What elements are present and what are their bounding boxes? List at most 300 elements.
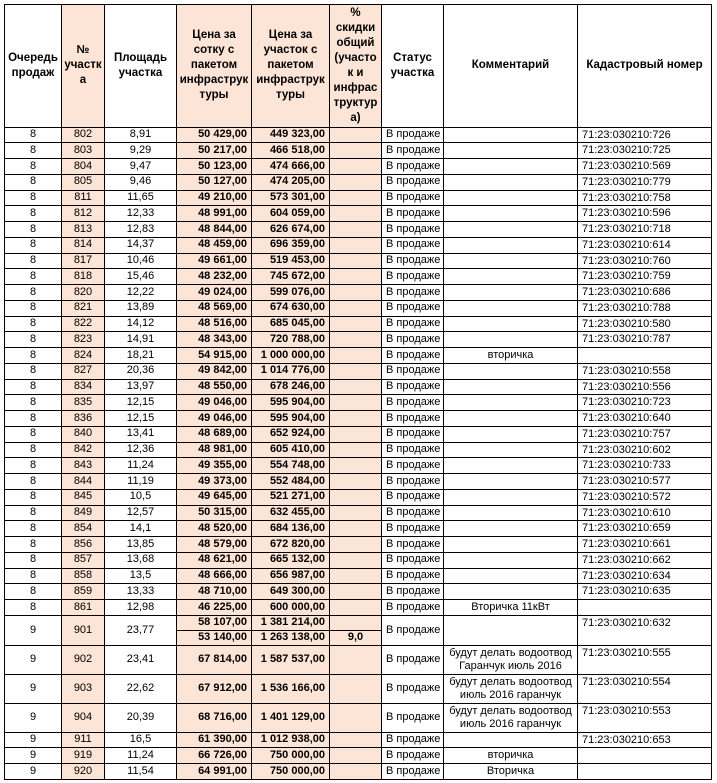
plot-number-cell[interactable]: 824 <box>62 348 105 364</box>
queue-cell[interactable]: 9 <box>5 703 62 732</box>
price-per-sotka-cell[interactable]: 48 579,00 <box>177 537 252 553</box>
comment-cell[interactable] <box>444 552 578 568</box>
price-per-sotka-cell[interactable]: 48 981,00 <box>177 442 252 458</box>
plot-number-cell[interactable]: 823 <box>62 332 105 348</box>
plot-number-cell[interactable]: 813 <box>62 222 105 238</box>
queue-cell[interactable]: 8 <box>5 316 62 332</box>
status-cell[interactable]: В продаже <box>382 521 444 537</box>
plot-number-cell[interactable]: 840 <box>62 426 105 442</box>
comment-cell[interactable] <box>444 379 578 395</box>
status-cell[interactable]: В продаже <box>382 474 444 490</box>
price-per-plot-cell[interactable]: 1 000 000,00 <box>252 348 330 364</box>
header-comment[interactable]: Комментарий <box>444 5 578 128</box>
discount-cell[interactable] <box>330 748 382 764</box>
price-per-plot-cell[interactable]: 685 045,00 <box>252 316 330 332</box>
cadastral-cell[interactable]: 71:23:030210:554 <box>578 674 712 703</box>
price-per-sotka-cell[interactable]: 48 232,00 <box>177 269 252 285</box>
price-per-plot-cell[interactable]: 678 246,00 <box>252 379 330 395</box>
discount-cell[interactable] <box>330 521 382 537</box>
area-cell[interactable]: 12,15 <box>105 395 177 411</box>
plot-number-cell[interactable]: 820 <box>62 285 105 301</box>
price-per-sotka-cell[interactable]: 49 024,00 <box>177 285 252 301</box>
plot-number-cell[interactable]: 849 <box>62 505 105 521</box>
discount-cell[interactable] <box>330 237 382 253</box>
queue-cell[interactable]: 8 <box>5 222 62 238</box>
queue-cell[interactable]: 8 <box>5 143 62 159</box>
area-cell[interactable]: 22,62 <box>105 674 177 703</box>
status-cell[interactable]: В продаже <box>382 222 444 238</box>
price-per-plot-cell[interactable]: 720 788,00 <box>252 332 330 348</box>
comment-cell[interactable] <box>444 190 578 206</box>
price-per-plot-cell[interactable]: 554 748,00 <box>252 458 330 474</box>
comment-cell[interactable] <box>444 426 578 442</box>
queue-cell[interactable]: 9 <box>5 616 62 646</box>
queue-cell[interactable]: 8 <box>5 395 62 411</box>
price-per-plot-cell[interactable]: 466 518,00 <box>252 143 330 159</box>
comment-cell[interactable] <box>444 395 578 411</box>
price-per-sotka-cell[interactable]: 58 107,00 <box>177 616 252 631</box>
discount-cell[interactable] <box>330 411 382 427</box>
price-per-plot-cell[interactable]: 684 136,00 <box>252 521 330 537</box>
status-cell[interactable]: В продаже <box>382 174 444 190</box>
price-per-plot-cell[interactable]: 674 630,00 <box>252 300 330 316</box>
area-cell[interactable]: 23,77 <box>105 616 177 646</box>
status-cell[interactable]: В продаже <box>382 411 444 427</box>
discount-cell[interactable] <box>330 458 382 474</box>
status-cell[interactable]: В продаже <box>382 348 444 364</box>
queue-cell[interactable]: 9 <box>5 674 62 703</box>
plot-number-cell[interactable]: 822 <box>62 316 105 332</box>
status-cell[interactable]: В продаже <box>382 190 444 206</box>
price-per-sotka-cell[interactable]: 61 390,00 <box>177 732 252 748</box>
queue-cell[interactable]: 8 <box>5 537 62 553</box>
area-cell[interactable]: 23,41 <box>105 645 177 674</box>
area-cell[interactable]: 14,1 <box>105 521 177 537</box>
price-per-plot-cell[interactable]: 750 000,00 <box>252 748 330 764</box>
discount-cell[interactable] <box>330 505 382 521</box>
area-cell[interactable]: 11,24 <box>105 748 177 764</box>
cadastral-cell[interactable]: 71:23:030210:757 <box>578 426 712 442</box>
price-per-plot-cell[interactable]: 573 301,00 <box>252 190 330 206</box>
status-cell[interactable]: В продаже <box>382 206 444 222</box>
price-per-plot-cell[interactable]: 656 987,00 <box>252 568 330 584</box>
queue-cell[interactable]: 8 <box>5 568 62 584</box>
plot-number-cell[interactable]: 818 <box>62 269 105 285</box>
price-per-sotka-cell[interactable]: 50 123,00 <box>177 159 252 175</box>
plot-number-cell[interactable]: 817 <box>62 253 105 269</box>
queue-cell[interactable]: 8 <box>5 253 62 269</box>
comment-cell[interactable] <box>444 332 578 348</box>
plot-number-cell[interactable]: 843 <box>62 458 105 474</box>
discount-cell[interactable] <box>330 285 382 301</box>
price-per-sotka-cell[interactable]: 48 689,00 <box>177 426 252 442</box>
queue-cell[interactable]: 9 <box>5 764 62 780</box>
price-per-plot-cell[interactable]: 649 300,00 <box>252 584 330 600</box>
price-per-plot-cell[interactable]: 595 904,00 <box>252 395 330 411</box>
cadastral-cell[interactable]: 71:23:030210:725 <box>578 143 712 159</box>
price-per-sotka-cell[interactable]: 50 127,00 <box>177 174 252 190</box>
queue-cell[interactable]: 8 <box>5 348 62 364</box>
cadastral-cell[interactable]: 71:23:030210:632 <box>578 616 712 646</box>
status-cell[interactable]: В продаже <box>382 426 444 442</box>
status-cell[interactable]: В продаже <box>382 332 444 348</box>
price-per-plot-cell[interactable]: 595 904,00 <box>252 411 330 427</box>
price-per-sotka-cell[interactable]: 48 666,00 <box>177 568 252 584</box>
discount-cell[interactable] <box>330 584 382 600</box>
price-per-plot-cell[interactable]: 599 076,00 <box>252 285 330 301</box>
price-per-plot-cell[interactable]: 552 484,00 <box>252 474 330 490</box>
status-cell[interactable]: В продаже <box>382 674 444 703</box>
queue-cell[interactable]: 8 <box>5 505 62 521</box>
queue-cell[interactable]: 8 <box>5 300 62 316</box>
price-per-plot-cell[interactable]: 1 012 938,00 <box>252 732 330 748</box>
price-per-plot-cell[interactable]: 632 455,00 <box>252 505 330 521</box>
plot-number-cell[interactable]: 827 <box>62 363 105 379</box>
status-cell[interactable]: В продаже <box>382 285 444 301</box>
plot-number-cell[interactable]: 802 <box>62 127 105 143</box>
area-cell[interactable]: 11,65 <box>105 190 177 206</box>
queue-cell[interactable]: 8 <box>5 363 62 379</box>
price-per-plot-cell[interactable]: 604 059,00 <box>252 206 330 222</box>
status-cell[interactable]: В продаже <box>382 764 444 780</box>
area-cell[interactable]: 12,15 <box>105 411 177 427</box>
comment-cell[interactable]: будут делать водоотвод Гаранчук июль 2016 <box>444 645 578 674</box>
status-cell[interactable]: В продаже <box>382 568 444 584</box>
area-cell[interactable]: 12,83 <box>105 222 177 238</box>
cadastral-cell[interactable]: 71:23:030210:555 <box>578 645 712 674</box>
price-per-plot-cell[interactable]: 519 453,00 <box>252 253 330 269</box>
area-cell[interactable]: 10,46 <box>105 253 177 269</box>
plot-number-cell[interactable]: 811 <box>62 190 105 206</box>
cadastral-cell[interactable]: 71:23:030210:577 <box>578 474 712 490</box>
plot-number-cell[interactable]: 835 <box>62 395 105 411</box>
status-cell[interactable]: В продаже <box>382 645 444 674</box>
price-per-sotka-cell[interactable]: 49 355,00 <box>177 458 252 474</box>
price-per-sotka-cell[interactable]: 48 459,00 <box>177 237 252 253</box>
plot-number-cell[interactable]: 859 <box>62 584 105 600</box>
price-per-sotka-cell[interactable]: 49 046,00 <box>177 395 252 411</box>
cadastral-cell[interactable]: 71:23:030210:787 <box>578 332 712 348</box>
plot-number-cell[interactable]: 803 <box>62 143 105 159</box>
cadastral-cell[interactable]: 71:23:030210:788 <box>578 300 712 316</box>
queue-cell[interactable]: 8 <box>5 269 62 285</box>
status-cell[interactable]: В продаже <box>382 237 444 253</box>
status-cell[interactable]: В продаже <box>382 253 444 269</box>
header-discount[interactable]: % скидки общий (участок и инфраструктура) <box>330 5 382 128</box>
price-per-sotka-cell[interactable]: 49 046,00 <box>177 411 252 427</box>
area-cell[interactable]: 8,91 <box>105 127 177 143</box>
plot-number-cell[interactable]: 804 <box>62 159 105 175</box>
queue-cell[interactable]: 8 <box>5 442 62 458</box>
price-per-sotka-cell[interactable]: 54 915,00 <box>177 348 252 364</box>
price-per-sotka-cell[interactable]: 49 645,00 <box>177 489 252 505</box>
plot-number-cell[interactable]: 911 <box>62 732 105 748</box>
area-cell[interactable]: 13,68 <box>105 552 177 568</box>
price-per-sotka-cell[interactable]: 49 210,00 <box>177 190 252 206</box>
price-per-sotka-cell[interactable]: 50 429,00 <box>177 127 252 143</box>
area-cell[interactable]: 11,24 <box>105 458 177 474</box>
price-per-sotka-cell[interactable]: 50 217,00 <box>177 143 252 159</box>
queue-cell[interactable]: 8 <box>5 552 62 568</box>
comment-cell[interactable]: Вторичка <box>444 764 578 780</box>
area-cell[interactable]: 11,19 <box>105 474 177 490</box>
comment-cell[interactable] <box>444 411 578 427</box>
discount-cell[interactable] <box>330 674 382 703</box>
price-per-plot-cell[interactable]: 626 674,00 <box>252 222 330 238</box>
price-per-sotka-cell[interactable]: 48 343,00 <box>177 332 252 348</box>
status-cell[interactable]: В продаже <box>382 269 444 285</box>
price-per-plot-cell[interactable]: 600 000,00 <box>252 600 330 616</box>
header-price-per-plot[interactable]: Цена за участок с пакетом инфраструктуры <box>252 5 330 128</box>
discount-cell[interactable] <box>330 537 382 553</box>
discount-cell[interactable] <box>330 143 382 159</box>
queue-cell[interactable]: 8 <box>5 190 62 206</box>
cadastral-cell[interactable]: 71:23:030210:686 <box>578 285 712 301</box>
plot-number-cell[interactable]: 844 <box>62 474 105 490</box>
price-per-sotka-cell[interactable]: 50 315,00 <box>177 505 252 521</box>
comment-cell[interactable] <box>444 285 578 301</box>
area-cell[interactable]: 9,47 <box>105 159 177 175</box>
comment-cell[interactable] <box>444 363 578 379</box>
area-cell[interactable]: 12,57 <box>105 505 177 521</box>
discount-cell[interactable] <box>330 174 382 190</box>
plot-number-cell[interactable]: 858 <box>62 568 105 584</box>
price-per-sotka-cell[interactable]: 48 621,00 <box>177 552 252 568</box>
area-cell[interactable]: 16,5 <box>105 732 177 748</box>
area-cell[interactable]: 14,91 <box>105 332 177 348</box>
status-cell[interactable]: В продаже <box>382 732 444 748</box>
area-cell[interactable]: 13,85 <box>105 537 177 553</box>
price-per-plot-cell[interactable]: 665 132,00 <box>252 552 330 568</box>
comment-cell[interactable] <box>444 505 578 521</box>
area-cell[interactable]: 20,39 <box>105 703 177 732</box>
area-cell[interactable]: 11,54 <box>105 764 177 780</box>
cadastral-cell[interactable]: 71:23:030210:760 <box>578 253 712 269</box>
queue-cell[interactable]: 8 <box>5 458 62 474</box>
area-cell[interactable]: 13,5 <box>105 568 177 584</box>
cadastral-cell[interactable] <box>578 600 712 616</box>
area-cell[interactable]: 12,36 <box>105 442 177 458</box>
area-cell[interactable]: 9,46 <box>105 174 177 190</box>
cadastral-cell[interactable]: 71:23:030210:634 <box>578 568 712 584</box>
price-per-plot-cell[interactable]: 521 271,00 <box>252 489 330 505</box>
area-cell[interactable]: 13,97 <box>105 379 177 395</box>
queue-cell[interactable]: 8 <box>5 127 62 143</box>
area-cell[interactable]: 20,36 <box>105 363 177 379</box>
comment-cell[interactable] <box>444 732 578 748</box>
price-per-plot-cell[interactable]: 1 014 776,00 <box>252 363 330 379</box>
comment-cell[interactable] <box>444 584 578 600</box>
price-per-sotka-cell[interactable]: 46 225,00 <box>177 600 252 616</box>
cadastral-cell[interactable]: 71:23:030210:580 <box>578 316 712 332</box>
comment-cell[interactable] <box>444 489 578 505</box>
price-per-sotka-cell[interactable]: 48 520,00 <box>177 521 252 537</box>
cadastral-cell[interactable]: 71:23:030210:759 <box>578 269 712 285</box>
cadastral-cell[interactable]: 71:23:030210:726 <box>578 127 712 143</box>
plot-number-cell[interactable]: 854 <box>62 521 105 537</box>
discount-cell[interactable] <box>330 379 382 395</box>
area-cell[interactable]: 12,22 <box>105 285 177 301</box>
discount-cell[interactable] <box>330 489 382 505</box>
discount-cell[interactable] <box>330 206 382 222</box>
queue-cell[interactable]: 9 <box>5 732 62 748</box>
price-per-plot-cell[interactable]: 474 666,00 <box>252 159 330 175</box>
cadastral-cell[interactable]: 71:23:030210:640 <box>578 411 712 427</box>
status-cell[interactable]: В продаже <box>382 748 444 764</box>
plot-number-cell[interactable]: 821 <box>62 300 105 316</box>
discount-cell[interactable] <box>330 253 382 269</box>
comment-cell[interactable] <box>444 316 578 332</box>
header-plot-number[interactable]: № участка <box>62 5 105 128</box>
comment-cell[interactable] <box>444 174 578 190</box>
area-cell[interactable]: 18,21 <box>105 348 177 364</box>
area-cell[interactable]: 13,89 <box>105 300 177 316</box>
plot-number-cell[interactable]: 856 <box>62 537 105 553</box>
cadastral-cell[interactable] <box>578 348 712 364</box>
comment-cell[interactable] <box>444 442 578 458</box>
discount-cell[interactable] <box>330 600 382 616</box>
discount-cell[interactable] <box>330 474 382 490</box>
plot-number-cell[interactable]: 861 <box>62 600 105 616</box>
discount-cell[interactable] <box>330 300 382 316</box>
status-cell[interactable]: В продаже <box>382 442 444 458</box>
discount-cell[interactable] <box>330 568 382 584</box>
discount-cell[interactable] <box>330 316 382 332</box>
header-area[interactable]: Площадь участка <box>105 5 177 128</box>
plot-number-cell[interactable]: 903 <box>62 674 105 703</box>
plot-number-cell[interactable]: 857 <box>62 552 105 568</box>
comment-cell[interactable] <box>444 521 578 537</box>
price-per-plot-cell[interactable]: 1 536 166,00 <box>252 674 330 703</box>
queue-cell[interactable]: 8 <box>5 474 62 490</box>
area-cell[interactable]: 13,33 <box>105 584 177 600</box>
header-status[interactable]: Статус участка <box>382 5 444 128</box>
price-per-plot-cell[interactable]: 449 323,00 <box>252 127 330 143</box>
queue-cell[interactable]: 8 <box>5 237 62 253</box>
cadastral-cell[interactable] <box>578 764 712 780</box>
status-cell[interactable]: В продаже <box>382 300 444 316</box>
queue-cell[interactable]: 8 <box>5 159 62 175</box>
queue-cell[interactable]: 8 <box>5 411 62 427</box>
discount-cell[interactable] <box>330 732 382 748</box>
comment-cell[interactable] <box>444 206 578 222</box>
price-per-plot-cell[interactable]: 1 587 537,00 <box>252 645 330 674</box>
discount-cell[interactable] <box>330 159 382 175</box>
comment-cell[interactable] <box>444 222 578 238</box>
price-per-plot-cell[interactable]: 1 263 138,00 <box>252 630 330 645</box>
price-per-sotka-cell[interactable]: 49 842,00 <box>177 363 252 379</box>
status-cell[interactable]: В продаже <box>382 395 444 411</box>
price-per-sotka-cell[interactable]: 48 710,00 <box>177 584 252 600</box>
status-cell[interactable]: В продаже <box>382 616 444 646</box>
plot-number-cell[interactable]: 836 <box>62 411 105 427</box>
comment-cell[interactable] <box>444 127 578 143</box>
plot-number-cell[interactable]: 842 <box>62 442 105 458</box>
queue-cell[interactable]: 8 <box>5 379 62 395</box>
discount-cell[interactable] <box>330 269 382 285</box>
comment-cell[interactable]: вторичка <box>444 748 578 764</box>
status-cell[interactable]: В продаже <box>382 159 444 175</box>
discount-cell[interactable] <box>330 395 382 411</box>
price-per-sotka-cell[interactable]: 64 991,00 <box>177 764 252 780</box>
cadastral-cell[interactable]: 71:23:030210:653 <box>578 732 712 748</box>
queue-cell[interactable]: 8 <box>5 426 62 442</box>
status-cell[interactable]: В продаже <box>382 316 444 332</box>
price-per-plot-cell[interactable]: 750 000,00 <box>252 764 330 780</box>
discount-cell[interactable] <box>330 363 382 379</box>
header-cadastral[interactable]: Кадастровый номер <box>578 5 712 128</box>
discount-cell[interactable] <box>330 616 382 631</box>
price-per-plot-cell[interactable]: 652 924,00 <box>252 426 330 442</box>
price-per-plot-cell[interactable]: 605 410,00 <box>252 442 330 458</box>
discount-cell[interactable] <box>330 764 382 780</box>
cadastral-cell[interactable]: 71:23:030210:602 <box>578 442 712 458</box>
queue-cell[interactable]: 9 <box>5 748 62 764</box>
queue-cell[interactable]: 8 <box>5 206 62 222</box>
header-queue[interactable]: Очередь продаж <box>5 5 62 128</box>
price-per-sotka-cell[interactable]: 49 373,00 <box>177 474 252 490</box>
discount-cell[interactable] <box>330 442 382 458</box>
cadastral-cell[interactable]: 71:23:030210:635 <box>578 584 712 600</box>
status-cell[interactable]: В продаже <box>382 703 444 732</box>
cadastral-cell[interactable]: 71:23:030210:569 <box>578 159 712 175</box>
cadastral-cell[interactable]: 71:23:030210:733 <box>578 458 712 474</box>
comment-cell[interactable]: вторичка <box>444 348 578 364</box>
cadastral-cell[interactable]: 71:23:030210:661 <box>578 537 712 553</box>
price-per-sotka-cell[interactable]: 48 516,00 <box>177 316 252 332</box>
queue-cell[interactable]: 8 <box>5 174 62 190</box>
queue-cell[interactable]: 8 <box>5 489 62 505</box>
comment-cell[interactable]: Вторичка 11кВт <box>444 600 578 616</box>
cadastral-cell[interactable]: 71:23:030210:558 <box>578 363 712 379</box>
status-cell[interactable]: В продаже <box>382 127 444 143</box>
price-per-sotka-cell[interactable]: 67 814,00 <box>177 645 252 674</box>
comment-cell[interactable] <box>444 269 578 285</box>
price-per-sotka-cell[interactable]: 48 844,00 <box>177 222 252 238</box>
status-cell[interactable]: В продаже <box>382 143 444 159</box>
discount-cell[interactable] <box>330 332 382 348</box>
plot-number-cell[interactable]: 845 <box>62 489 105 505</box>
comment-cell[interactable] <box>444 568 578 584</box>
price-per-plot-cell[interactable]: 745 672,00 <box>252 269 330 285</box>
area-cell[interactable]: 15,46 <box>105 269 177 285</box>
area-cell[interactable]: 12,98 <box>105 600 177 616</box>
price-per-plot-cell[interactable]: 696 359,00 <box>252 237 330 253</box>
discount-cell[interactable] <box>330 703 382 732</box>
header-price-per-sotka[interactable]: Цена за сотку с пакетом инфраструктуры <box>177 5 252 128</box>
comment-cell[interactable] <box>444 159 578 175</box>
price-per-sotka-cell[interactable]: 48 991,00 <box>177 206 252 222</box>
queue-cell[interactable]: 8 <box>5 584 62 600</box>
status-cell[interactable]: В продаже <box>382 505 444 521</box>
cadastral-cell[interactable]: 71:23:030210:723 <box>578 395 712 411</box>
cadastral-cell[interactable]: 71:23:030210:572 <box>578 489 712 505</box>
plot-number-cell[interactable]: 902 <box>62 645 105 674</box>
plot-number-cell[interactable]: 901 <box>62 616 105 646</box>
price-per-sotka-cell[interactable]: 48 550,00 <box>177 379 252 395</box>
status-cell[interactable]: В продаже <box>382 458 444 474</box>
comment-cell[interactable] <box>444 458 578 474</box>
comment-cell[interactable]: будут делать водоотвод июль 2016 гаранчук <box>444 703 578 732</box>
discount-cell[interactable]: 9,0 <box>330 630 382 645</box>
cadastral-cell[interactable] <box>578 748 712 764</box>
comment-cell[interactable] <box>444 300 578 316</box>
queue-cell[interactable]: 9 <box>5 645 62 674</box>
comment-cell[interactable] <box>444 474 578 490</box>
price-per-sotka-cell[interactable]: 48 569,00 <box>177 300 252 316</box>
plot-number-cell[interactable]: 812 <box>62 206 105 222</box>
comment-cell[interactable] <box>444 537 578 553</box>
